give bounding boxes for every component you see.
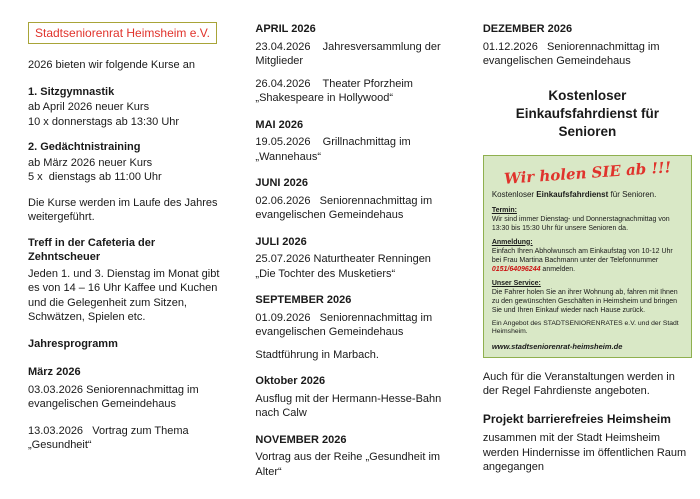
service-box-footer: Ein Angebot des STADTSENIORENRATES e.V. und der Stadt Heimsheim. bbox=[491, 319, 681, 335]
column-right bbox=[483, 22, 692, 491]
event-item: 25.07.2026 Naturtheater Renningen „Die Tochter des Musketiers“ bbox=[255, 253, 434, 280]
shopping-service-heading: Kostenloser Einkaufsfahrdienst für Senioren bbox=[515, 87, 663, 139]
course-1-line-1: ab April 2026 neuer Kurs bbox=[28, 101, 150, 113]
treff-text: Jeden 1. und 3. Dienstag im Monat gibt es von 14 – 16 Uhr Kaffee und Kuchen und die Gelegenheit zum Sitzen, Schwätzen, Spielen etc. bbox=[28, 267, 223, 323]
event-item: 01.09.2026 Seniorennachmittag im evangelischen Gemeindehaus bbox=[255, 311, 436, 338]
fahrdienste-note: Auch für die Veranstaltungen werden in der Regel Fahrdienste angeboten. bbox=[482, 370, 678, 397]
event-item: 13.03.2026 Vortrag zum Thema „Gesundheit“ bbox=[28, 424, 192, 451]
shopping-service-box bbox=[483, 155, 692, 358]
course-1-title: 1. Sitzgymnastik bbox=[28, 85, 115, 98]
service-box-intro bbox=[492, 190, 683, 200]
month-heading-mai: MAI 2026 bbox=[255, 118, 304, 131]
termin-label: Termin: bbox=[491, 206, 517, 214]
event-item: Vortrag aus der Reihe „Gesundheit im Alter“ bbox=[255, 451, 443, 478]
termin-text: Wir sind immer Dienstag- und Donnerstagnachmittag von 13:30 bis 15:30 Uhr für unsere Senioren da. bbox=[491, 215, 672, 232]
org-title: Stadtseniorenrat Heimsheim e.V. bbox=[35, 26, 210, 40]
event-item: 23.04.2026 Jahresversammlung der Mitglieder bbox=[255, 40, 444, 67]
course-2-title: 2. Gedächtnistraining bbox=[28, 141, 141, 153]
anmeldung-label: Anmeldung: bbox=[491, 238, 533, 246]
projekt-heading: Projekt barrierefreies Heimsheim bbox=[482, 411, 671, 426]
column-left bbox=[28, 22, 221, 491]
column-middle bbox=[255, 22, 448, 491]
course-2-line-1: ab März 2026 neuer Kurs bbox=[28, 156, 153, 169]
website-url: www.stadtseniorenrat-heimsheim.de bbox=[491, 341, 623, 351]
event-item: 26.04.2026 Theater Pforzheim „Shakespeare in Hollywood“ bbox=[255, 77, 417, 104]
month-heading-april: APRIL 2026 bbox=[255, 23, 316, 35]
month-heading-november: NOVEMBER 2026 bbox=[255, 433, 347, 446]
event-item: Stadtführung in Marbach. bbox=[255, 348, 379, 361]
anmeldung-text-2: anmelden. bbox=[540, 265, 576, 273]
course-block-2 bbox=[28, 140, 221, 185]
org-title-box bbox=[28, 22, 217, 44]
event-item: 02.06.2026 Seniorennachmittag im evangelischen Gemeindehaus bbox=[255, 194, 436, 221]
course-block-1 bbox=[28, 85, 221, 130]
intro-suffix: für Senioren. bbox=[608, 189, 657, 199]
service-text: Die Fahrer holen Sie an ihrer Wohnung ab, fahren mit Ihnen zu den gewünschten Geschäften in Heimsheim und bringen Sie und Ihren Einkauf wieder nach Hause zurück. bbox=[491, 288, 680, 314]
intro-prefix: Kostenloser bbox=[491, 189, 537, 199]
anmeldung-text-1: Einfach Ihren Abholwunsch am Einkaufstag von 10-12 Uhr bei Frau Martina Bachmann unter der Telefonnummer bbox=[491, 247, 675, 264]
event-item: Ausflug mit der Hermann-Hesse-Bahn nach Calw bbox=[255, 392, 445, 419]
course-1-line-2: 10 x donnerstags ab 13:30 Uhr bbox=[28, 115, 180, 128]
courses-intro: 2026 bieten wir folgende Kurse an bbox=[28, 59, 195, 71]
anmeldung-text bbox=[492, 247, 683, 274]
month-heading-maerz: März 2026 bbox=[28, 366, 81, 378]
month-heading-september: SEPTEMBER 2026 bbox=[255, 294, 352, 306]
course-2-line-2: 5 x dienstags ab 11:00 Uhr bbox=[28, 171, 162, 183]
intro-bold: Einkaufsfahrdienst bbox=[536, 189, 609, 199]
courses-note: Die Kurse werden im Laufe des Jahres weitergeführt. bbox=[28, 196, 221, 223]
service-slogan: Wir holen SIE ab !!! bbox=[503, 157, 672, 188]
event-item: 19.05.2026 Grillnachmittag im „Wannehaus“ bbox=[255, 136, 414, 163]
event-item: 01.12.2026 Seniorennachmittag im evangelischen Gemeindehaus bbox=[482, 40, 663, 67]
month-heading-dezember: DEZEMBER 2026 bbox=[482, 23, 573, 35]
month-heading-juni: JUNI 2026 bbox=[255, 177, 308, 189]
month-heading-oktober: Oktober 2026 bbox=[255, 375, 326, 387]
jahresprogramm-heading: Jahresprogramm bbox=[28, 337, 118, 350]
month-heading-juli: JULI 2026 bbox=[255, 235, 307, 248]
treff-heading: Treff in der Cafeteria der Zehntscheuer bbox=[28, 236, 159, 263]
service-label: Unser Service: bbox=[491, 279, 541, 287]
event-item: 03.03.2026 Seniorennachmittag im evangelischen Gemeindehaus bbox=[28, 383, 202, 410]
phone-number: 0151/64096244 bbox=[491, 265, 541, 273]
projekt-text: zusammen mit der Stadt Heimsheim werden Hindernisse im öffentlichen Raum angegangen bbox=[482, 432, 690, 473]
